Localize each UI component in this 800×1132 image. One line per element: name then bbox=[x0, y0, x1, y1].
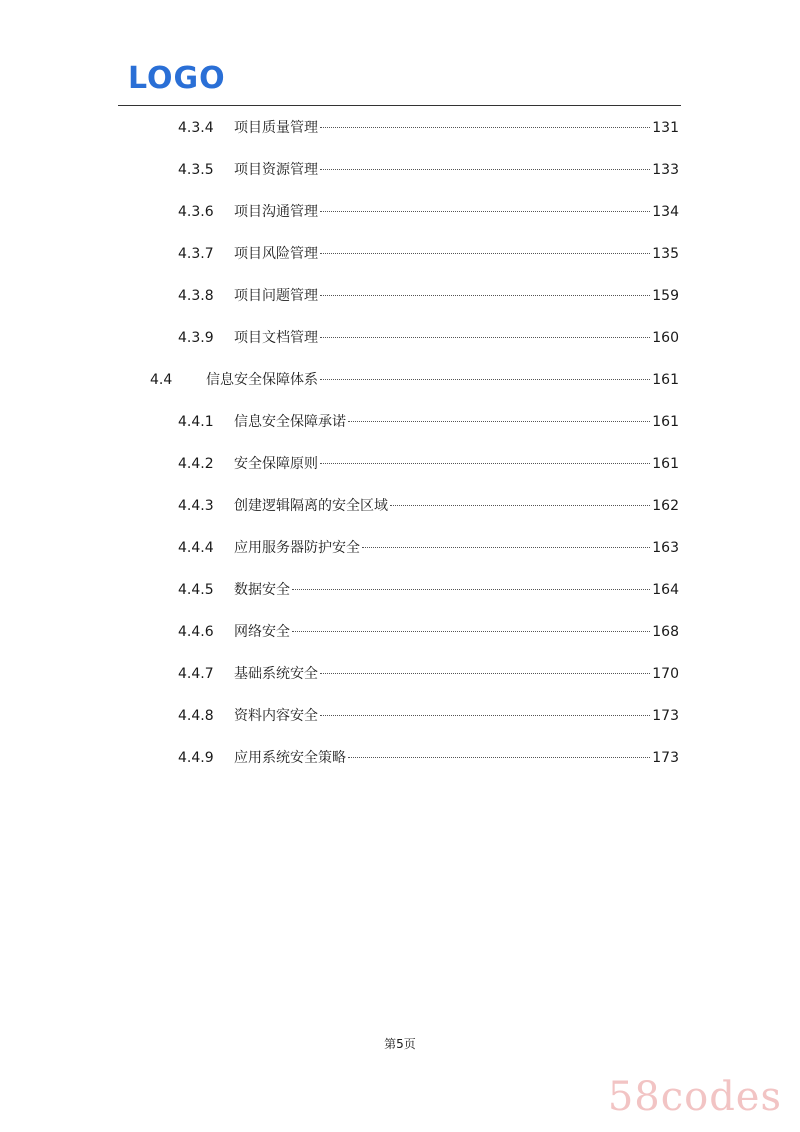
toc-entry-line bbox=[234, 410, 679, 434]
toc-entry-line bbox=[234, 704, 679, 728]
toc-entry[interactable] bbox=[0, 704, 800, 728]
toc-entry[interactable] bbox=[0, 284, 800, 308]
toc-entry[interactable] bbox=[0, 368, 800, 392]
toc-entry-line bbox=[234, 746, 679, 770]
toc-entry-title: 项目风险管理 bbox=[234, 246, 318, 262]
toc-entry-number: 4.3.4 bbox=[178, 120, 214, 136]
toc-entry-line bbox=[234, 620, 679, 644]
toc-entry-number: 4.4.4 bbox=[178, 540, 214, 556]
toc-dot-leader bbox=[320, 168, 650, 170]
toc-dot-leader bbox=[320, 378, 650, 380]
toc-entry-page: 131 bbox=[652, 120, 679, 136]
toc-entry-title: 应用系统安全策略 bbox=[234, 750, 346, 766]
toc-entry-line bbox=[234, 662, 679, 686]
toc-entry[interactable] bbox=[0, 326, 800, 350]
toc-entry[interactable] bbox=[0, 116, 800, 140]
toc-dot-leader bbox=[320, 672, 650, 674]
toc-entry-line bbox=[234, 536, 679, 560]
toc-entry[interactable] bbox=[0, 242, 800, 266]
toc-entry-number: 4.3.6 bbox=[178, 204, 214, 220]
toc-dot-leader bbox=[320, 714, 650, 716]
toc-entry-page: 160 bbox=[652, 330, 679, 346]
toc-dot-leader bbox=[362, 546, 650, 548]
toc-entry-number: 4.3.7 bbox=[178, 246, 214, 262]
toc-entry-title: 项目资源管理 bbox=[234, 162, 318, 178]
toc-entry[interactable] bbox=[0, 452, 800, 476]
toc-entry-title: 网络安全 bbox=[234, 624, 290, 640]
toc-dot-leader bbox=[320, 462, 650, 464]
toc-entry-title: 信息安全保障承诺 bbox=[234, 414, 346, 430]
toc-entry-title: 信息安全保障体系 bbox=[206, 372, 318, 388]
toc-entry-title: 资料内容安全 bbox=[234, 708, 318, 724]
toc-entry-title: 项目问题管理 bbox=[234, 288, 318, 304]
toc-entry-line bbox=[234, 326, 679, 350]
toc-entry-page: 133 bbox=[652, 162, 679, 178]
page-number: 第5页 bbox=[384, 1037, 416, 1051]
toc-entry[interactable] bbox=[0, 410, 800, 434]
toc-entry-number: 4.4.6 bbox=[178, 624, 214, 640]
toc-dot-leader bbox=[320, 126, 650, 128]
toc-entry-line bbox=[206, 368, 679, 392]
toc-entry-number: 4.4.9 bbox=[178, 750, 214, 766]
toc-entry-page: 134 bbox=[652, 204, 679, 220]
toc-entry-page: 161 bbox=[652, 372, 679, 388]
watermark: 58codes bbox=[607, 1074, 782, 1120]
toc-entry-line bbox=[234, 116, 679, 140]
toc-entry-number: 4.4.7 bbox=[178, 666, 214, 682]
toc-entry-line bbox=[234, 284, 679, 308]
toc-entry[interactable] bbox=[0, 536, 800, 560]
toc-entry-page: 173 bbox=[652, 708, 679, 724]
toc-entry[interactable] bbox=[0, 200, 800, 224]
toc-entry[interactable] bbox=[0, 746, 800, 770]
toc-entry-number: 4.3.5 bbox=[178, 162, 214, 178]
toc-dot-leader bbox=[390, 504, 650, 506]
toc-entry-page: 161 bbox=[652, 456, 679, 472]
header-divider bbox=[118, 105, 681, 106]
toc-dot-leader bbox=[320, 336, 650, 338]
toc-entry-number: 4.3.8 bbox=[178, 288, 214, 304]
toc-entry[interactable] bbox=[0, 578, 800, 602]
toc-entry-page: 161 bbox=[652, 414, 679, 430]
toc-entry[interactable] bbox=[0, 620, 800, 644]
toc-entry-page: 163 bbox=[652, 540, 679, 556]
toc-entry[interactable] bbox=[0, 662, 800, 686]
toc-entry-number: 4.4 bbox=[150, 372, 173, 388]
toc-entry-title: 创建逻辑隔离的安全区域 bbox=[234, 498, 388, 514]
toc-entry-page: 159 bbox=[652, 288, 679, 304]
toc-entry-number: 4.4.3 bbox=[178, 498, 214, 514]
toc-entry-page: 164 bbox=[652, 582, 679, 598]
toc-dot-leader bbox=[320, 294, 650, 296]
toc-entry-title: 应用服务器防护安全 bbox=[234, 540, 360, 556]
toc-dot-leader bbox=[320, 252, 650, 254]
toc-entry-page: 135 bbox=[652, 246, 679, 262]
toc-entry-line bbox=[234, 158, 679, 182]
toc-entry-page: 168 bbox=[652, 624, 679, 640]
toc-entry-title: 项目沟通管理 bbox=[234, 204, 318, 220]
toc-entry-number: 4.4.2 bbox=[178, 456, 214, 472]
toc-entry-line bbox=[234, 494, 679, 518]
toc-entry-title: 安全保障原则 bbox=[234, 456, 318, 472]
toc-entry-title: 数据安全 bbox=[234, 582, 290, 598]
toc-entry[interactable] bbox=[0, 158, 800, 182]
toc-entry-line bbox=[234, 452, 679, 476]
toc-dot-leader bbox=[292, 588, 650, 590]
toc-dot-leader bbox=[292, 630, 650, 632]
toc-entry-page: 170 bbox=[652, 666, 679, 682]
toc-dot-leader bbox=[320, 210, 650, 212]
toc-entry-line bbox=[234, 242, 679, 266]
toc-dot-leader bbox=[348, 420, 650, 422]
toc-entry-page: 173 bbox=[652, 750, 679, 766]
toc-entry-line bbox=[234, 200, 679, 224]
toc-entry-title: 项目质量管理 bbox=[234, 120, 318, 136]
toc-entry-number: 4.4.8 bbox=[178, 708, 214, 724]
toc-entry-number: 4.3.9 bbox=[178, 330, 214, 346]
logo: LOGO bbox=[128, 61, 226, 96]
toc-entry-number: 4.4.5 bbox=[178, 582, 214, 598]
toc-entry-line bbox=[234, 578, 679, 602]
toc-entry-number: 4.4.1 bbox=[178, 414, 214, 430]
toc-entry-title: 项目文档管理 bbox=[234, 330, 318, 346]
toc-entry[interactable] bbox=[0, 494, 800, 518]
toc-dot-leader bbox=[348, 756, 650, 758]
toc-entry-page: 162 bbox=[652, 498, 679, 514]
toc-entry-title: 基础系统安全 bbox=[234, 666, 318, 682]
